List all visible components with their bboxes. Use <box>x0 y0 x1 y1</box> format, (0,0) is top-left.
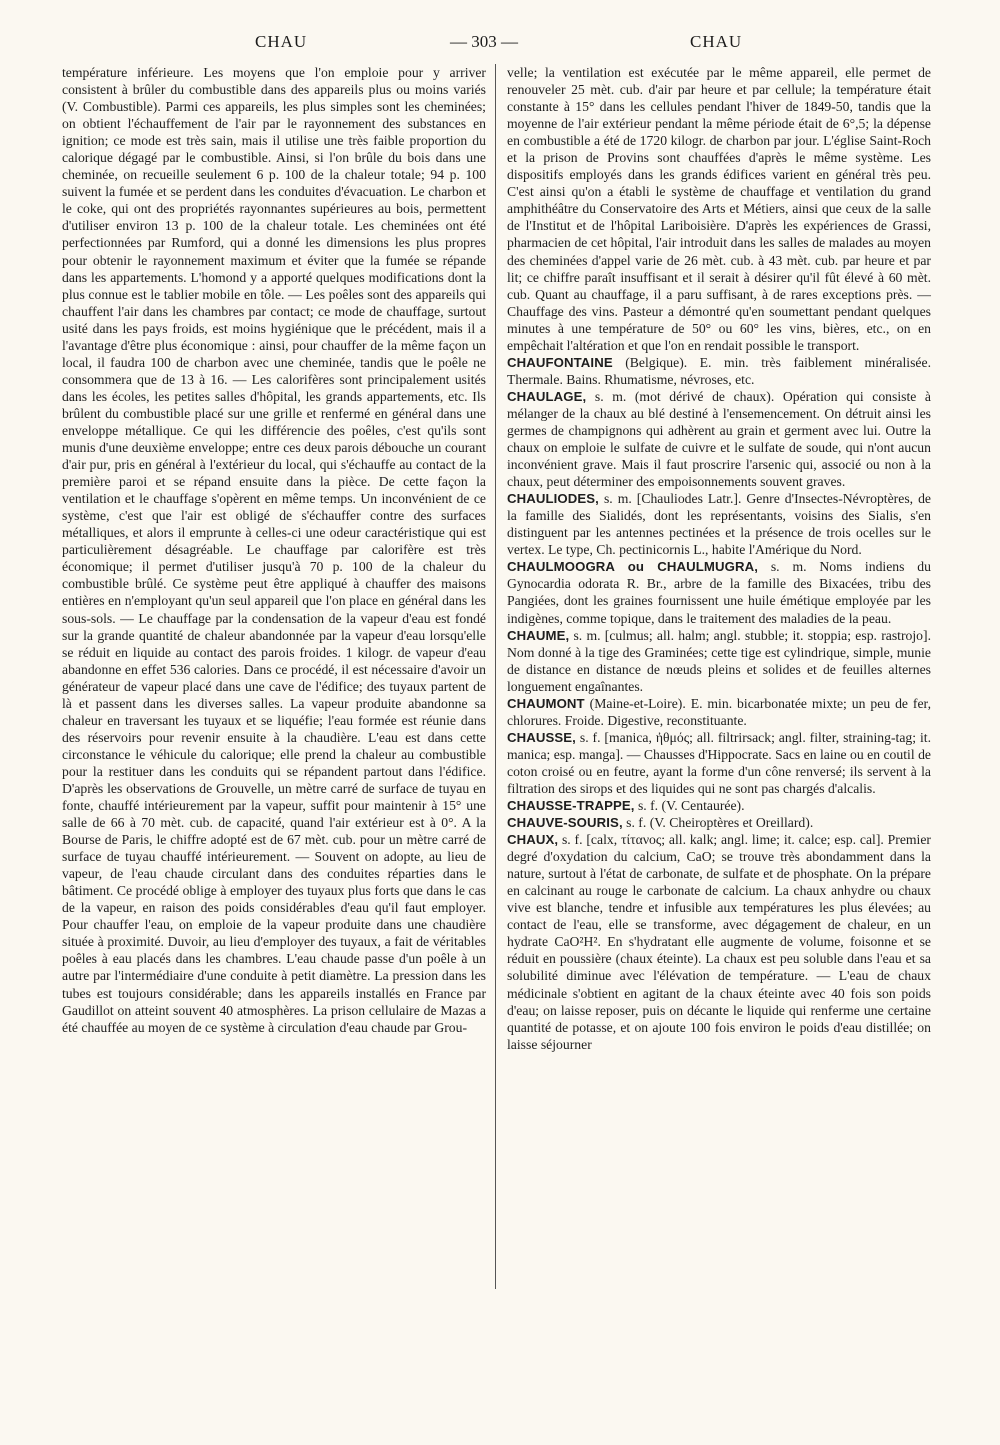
entry-chauliodes <box>507 490 931 558</box>
headword: CHAUVE-SOURIS, <box>507 815 623 831</box>
entry-chaufontaine <box>507 354 931 388</box>
running-header <box>60 30 940 56</box>
headword: CHAUX, <box>507 832 559 848</box>
definition: s. f. [calx, τίτανος; all. kalk; angl. lime; it. calce; esp. cal]. Premier degré d'oxydation du calcium, CaO; se trouve très abondamment dans la nature, surtout à l'état de carbonate, de sulfate et de phosphate. On la prépare en calcinant au rouge le carbonate de calcium. La chaux anhydre ou chaux vive est blanche, tendre et infusible aux températures les plus élevées; au contact de l'eau, elle se transforme, avec dégagement de chaleur, en un hydrate CaO²H². En s'hydratant elle augmente de volume, foisonne et se réduit en poussière (chaux éteinte). La chaux est peu soluble dans l'eau et sa solubilité diminue avec l'élévation de température. — L'eau de chaux médicinale s'obtient en agitant de la chaux éteinte avec 40 fois son poids d'eau; on laisse reposer, puis on décante le liquide qui renferme une certaine quantité de potasse, et on ajoute 100 fois environ le poids d'eau distillée; on laisse séjourner <box>507 832 931 1052</box>
entry-chausse-trappe <box>507 797 931 814</box>
entry-chauve-souris <box>507 814 931 831</box>
right-column <box>507 64 931 1053</box>
definition: s. f. (V. Centaurée). <box>634 798 745 814</box>
right-column-intro: velle; la ventilation est exécutée par le même appareil, elle permet de renouveler 25 mèt. cub. d'air par heure et par cellule; la température était constante à 15° dans les cellules pendant l'hiver de 1849-50, tandis que la moyenne de l'air extérieur pendant la même période était de 6°,5; la dépense en combustible a été de 1720 kilogr. de charbon par jour. L'église Saint-Roch et la prison de Provins sont chauffées d'après le même système. Les dispositifs employés dans les grands édifices varient en général très peu. C'est ainsi qu'on a établi le système de chauffage et ventilation du grand amphithéâtre du Conservatoire des Arts et Métiers, ainsi que ceux de la salle de l'Institut et de l'hôpital Lariboisière. D'après les expériences de Grassi, pharmacien de cet hôpital, l'air introduit dans les salles de malades au moyen des cheminées d'appel varie de 26 mèt. cub. à 43 mèt. cub. par heure et par lit; ce chiffre paraît insuffisant et il serait à désirer qu'il fût élevé à 60 mèt. cub. Quant au chauffage, il a paru suffisant, à de rares exceptions près. — Chauffage des vins. Pasteur a démontré qu'en soumettant pendant quelques minutes à une température de 50° ou 60° les vins, bières, etc., on en empêchait l'altération et que l'on en rendait possible le transport. <box>507 65 931 353</box>
header-left-guide-word: CHAU <box>255 32 308 51</box>
headword: CHAUMONT <box>507 695 585 711</box>
left-column <box>62 64 486 1036</box>
entry-chaulmoogra <box>507 558 931 626</box>
headword: CHAULAGE, <box>507 388 587 404</box>
definition: s. m. Noms indiens du Gynocardia odorata R. Br., arbre de la famille des Bixacées, tribu des Pangiées, dont les graines fournissent une huile émétique employée par les indigènes, comme topique, dans le traitement des maladies de la peau. <box>507 559 931 626</box>
column-divider <box>495 64 496 1289</box>
definition: s. m. [culmus; all. halm; angl. stubble; it. stoppia; esp. rastrojo]. Nom donné à la tige des Graminées; cette tige est cylindrique, simple, munie de distance en distance de nœuds pleins et solides et de feuilles alternes longuement engaînantes. <box>507 627 931 694</box>
definition: (Belgique). E. min. très faiblement minéralisée. Thermale. Bains. Rhumatisme, névroses, etc. <box>507 354 931 387</box>
definition: s. m. (mot dérivé de chaux). Opération qui consiste à mélanger de la chaux au blé destiné à l'ensemencement. On détruit ainsi les germes de champignons qui adhèrent au grain et germent avec lui. Outre la chaux on emploie le sulfate de cuivre et le sulfate de soude, qui n'ont aucun inconvénient grave. Mais il faut proscrire l'arsenic qui, associé ou non à la chaux, peut déterminer des empoisonnements souvent graves. <box>507 388 931 490</box>
headword: CHAUFONTAINE <box>507 354 613 370</box>
headword: CHAUSSE, <box>507 729 576 745</box>
headword: CHAUME, <box>507 627 570 643</box>
entry-chausse <box>507 729 931 797</box>
entry-chaulage <box>507 388 931 490</box>
definition: s. f. [manica, ἠθμός; all. filtrirsack; angl. filter, straining-tag; it. manica; esp. manga]. — Chausses d'Hippocrate. Sacs en laine ou en coutil de coton croisé ou en feutre, ayant la forme d'un cône renversé; ils servent à la filtration des sirops et des liquides qui ne sont pas chargés d'alcalis. <box>507 729 931 796</box>
left-column-text: température inférieure. Les moyens que l'on emploie pour y arriver consistent à brûler du combustible dans des appareils plus ou moins variés (V. Combustible). Parmi ces appareils, les plus simples sont les cheminées; on obtient l'échauffement de l'air par le rayonnement des substances en ignition; ce mode est très sain, mais il utilise une très faible proportion du calorique dégagé par le combustible. Ainsi, si l'on brûle du bois dans une cheminée, on recueille seulement 6 p. 100 de la chaleur totale; 94 p. 100 suivent la fumée et se perdent dans les conduites d'évacuation. Le charbon et le coke, qui ont des propriétés rayonnantes supérieures au bois, permettent d'utiliser environ 13 p. 100 de la chaleur totale. Les cheminées ont été perfectionnées par Rumford, qui a donné les dimensions les plus propres pour obtenir le rayonnement maximum et éviter que la fumée se répande dans les appartements. L'homond y a apporté quelques modifications dont la plus connue est le tablier mobile en tôle. — Les poêles sont des appareils qui chauffent l'air dans les chambres par contact; ce mode de chauffage, surtout usité dans les pays froids, est moins hygiénique que le précédent, mais il a l'avantage d'être plus économique : ainsi, pour chauffer de la même façon un local, il faudra 100 de charbon avec une cheminée, tandis que le poêle ne consommera que de 13 à 16. — Les calorifères sont principalement usités dans les écoles, les petites salles d'hôpital, les grands appartements, etc. Ils brûlent du combustible placé sur une grille et renfermé en général dans une enveloppe métallique. Ce qui les différencie des poêles, c'est qu'ils sont munis d'une deuxième enveloppe; entre ces deux parois débouche un courant d'air pur, pris en général à l'extérieur du local, qui s'échauffe au contact de la première paroi et se répand ensuite dans la pièce. De cette façon la ventilation et le chauffage s'opèrent en même temps. Un inconvénient de ce système, c'est que l'air est obligé de s'échauffer contre des surfaces métalliques, et alors il emprunte à celles-ci une odeur caractéristique qui est particulièrement désagréable. Le chauffage par calorifère est très économique; il permet d'utiliser jusqu'à 70 p. 100 de la chaleur du combustible brûlé. Ce système peut être appliqué à chauffer des maisons entières en n'employant qu'un seul appareil que l'on place en général dans les sous-sols. — Le chauffage par la condensation de la vapeur d'eau est fondé sur la grande quantité de chaleur abandonnée par la vapeur d'eau lorsqu'elle se réduit en liquide au contact des parois froides. 1 kilogr. de vapeur d'eau abandonne en effet 536 calories. Dans ce procédé, il est nécessaire d'avoir un générateur de vapeur placé dans une cave de l'édifice; des tuyaux partent de là et passent dans les diverses salles. La vapeur produite abandonne sa chaleur en traversant les tuyaux et se liquéfie; l'eau formée est réunie dans des réservoirs pour revenir ensuite à la chaudière. L'eau est dans cette circonstance le véhicule du calorique; elle prend la chaleur au combustible pour la restituer dans les conduits qui se répandent partout dans l'édifice. D'après les observations de Grouvelle, un mètre carré de surface de tuyau en fonte, chauffé intérieurement par la vapeur, suffit pour maintenir à 15° une salle de 66 à 70 mèt. cub. de capacité, quand l'air extérieur est à 0°. A la Bourse de Paris, le chiffre adopté est de 67 mèt. cub. pour un mètre carré de surface de tuyau chauffé intérieurement. — Souvent on adopte, au lieu de vapeur, de l'eau chaude circulant dans des conduites réparties dans le bâtiment. Ce procédé oblige à employer des tuyaux plus forts que dans le cas de la vapeur, en raison des poids considérables d'eau qu'il faut employer. Pour chauffer l'eau, on emploie de la vapeur produite dans une chaudière située à proximité. Duvoir, au lieu d'employer des tuyaux, a fait de véritables poêles à eau placés dans les chambres. L'eau chaude passe d'un poêle à un autre par l'intermédiaire d'une conduite à petit diamètre. La pression dans les tubes est toujours considérable; dans les appareils installés en France par Gaudillot on atteint souvent 40 atmosphères. La prison cellulaire de Mazas a été chauffée au moyen de ce système à circulation d'eau chaude par Grou- <box>62 65 486 1035</box>
headword: CHAULIODES, <box>507 491 599 507</box>
page-number: — 303 — <box>450 32 518 51</box>
headword: CHAUSSE-TRAPPE, <box>507 798 635 814</box>
definition: s. m. [Chauliodes Latr.]. Genre d'Insectes-Névroptères, de la famille des Sialidés, dont les représentants, voisins des Sialis, s'en distinguent par les antennes pectinées et la présence de trois ocelles sur le vertex. Le type, Ch. pectinicornis L., habite l'Amérique du Nord. <box>507 491 931 558</box>
definition: (Maine-et-Loire). E. min. bicarbonatée mixte; un peu de fer, chlorures. Froide. Digestive, reconstituante. <box>507 695 931 728</box>
entry-chaume <box>507 627 931 695</box>
definition: s. f. (V. Cheiroptères et Oreillard). <box>622 815 814 831</box>
entry-chaux <box>507 831 931 1053</box>
header-right-guide-word: CHAU <box>690 32 743 51</box>
headword: CHAULMOOGRA ou CHAULMUGRA, <box>507 559 758 575</box>
entry-chaumont <box>507 695 931 729</box>
